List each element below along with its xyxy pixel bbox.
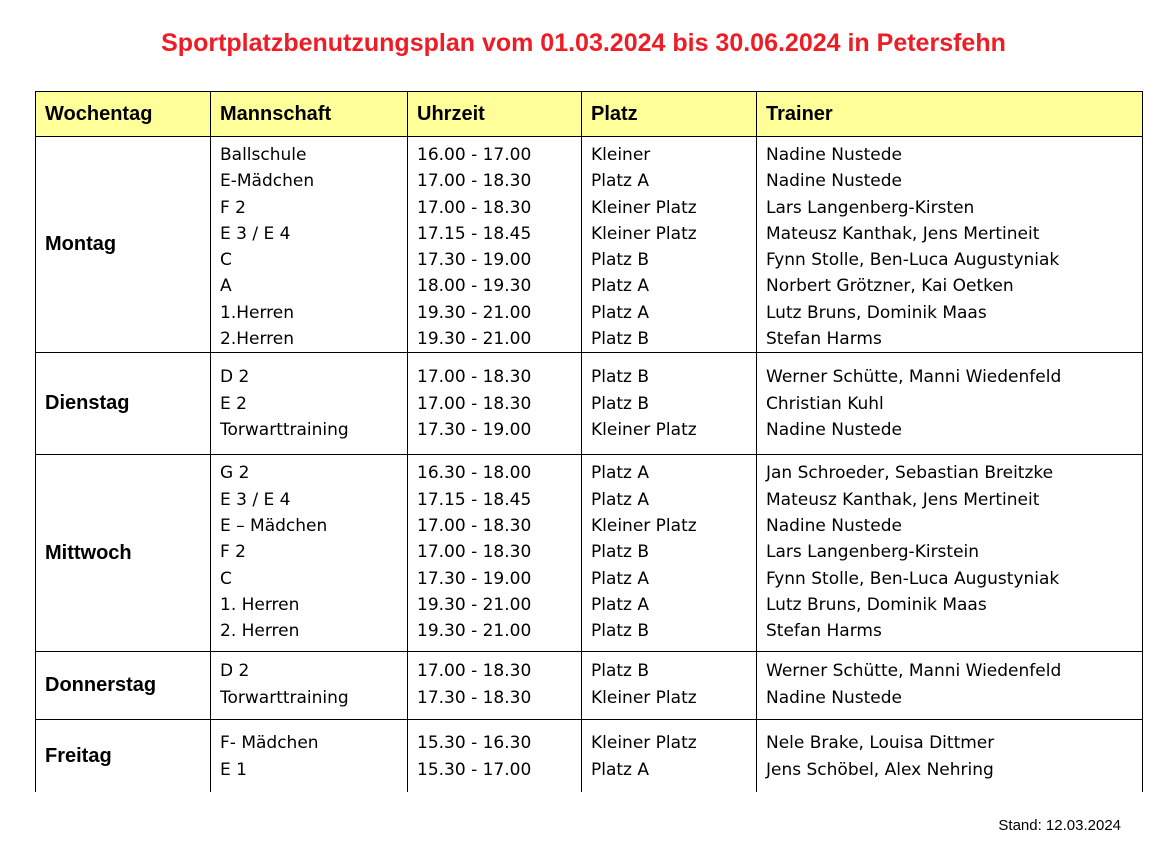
time-entry: 15.30 - 17.00	[417, 759, 532, 780]
trainer-entry: Mateusz Kanthak, Jens Mertineit	[766, 489, 1040, 510]
trainer-entry: Christian Kuhl	[766, 393, 884, 414]
field-entry: Platz A	[591, 302, 650, 323]
field-entry: Platz B	[591, 393, 650, 414]
field-entry: Platz B	[591, 661, 650, 682]
team-entry: F 2	[220, 542, 246, 563]
team-entry: F- Mädchen	[220, 733, 319, 754]
time-entry: 17.00 - 18.30	[417, 393, 532, 414]
team-entry: E 3 / E 4	[220, 489, 291, 510]
schedule-table	[35, 91, 1143, 792]
trainer-entry: Werner Schütte, Manni Wiedenfeld	[766, 661, 1062, 682]
time-entry: 17.00 - 18.30	[417, 367, 532, 388]
weekday-cell: Montag	[36, 137, 211, 353]
team-entry: F 2	[220, 197, 246, 218]
trainer-entry: Nadine Nustede	[766, 687, 903, 708]
team-entry: E 1	[220, 759, 247, 780]
time-entry: 19.30 - 21.00	[417, 302, 532, 323]
trainer-cell	[757, 137, 1143, 353]
field-entry: Platz A	[591, 276, 650, 297]
team-entry: 2.Herren	[220, 329, 295, 350]
trainer-cell	[757, 455, 1143, 652]
team-cell	[211, 720, 408, 792]
time-cell	[408, 137, 582, 353]
team-cell	[211, 353, 408, 455]
trainer-entry: Fynn Stolle, Ben-Luca Augustyniak	[766, 568, 1060, 589]
team-cell	[211, 455, 408, 652]
field-entry: Kleiner Platz	[591, 515, 697, 536]
team-entry: 2. Herren	[220, 621, 300, 642]
field-cell	[582, 137, 757, 353]
day-group-row	[36, 720, 1143, 792]
trainer-entry: Stefan Harms	[766, 621, 882, 642]
field-entry: Platz A	[591, 171, 650, 192]
field-entry: Kleiner Platz	[591, 733, 697, 754]
field-entry: Kleiner Platz	[591, 223, 697, 244]
trainer-entry: Lutz Bruns, Dominik Maas	[766, 594, 987, 615]
field-cell	[582, 353, 757, 455]
day-group-row	[36, 353, 1143, 455]
weekday-cell: Mittwoch	[36, 455, 211, 652]
field-cell	[582, 455, 757, 652]
team-entry: E 2	[220, 393, 247, 414]
time-cell	[408, 455, 582, 652]
time-cell	[408, 353, 582, 455]
trainer-entry: Nadine Nustede	[766, 145, 903, 165]
time-entry: 17.00 - 18.30	[417, 542, 532, 563]
time-cell	[408, 720, 582, 792]
header-trainer: Trainer	[757, 92, 1143, 137]
field-entry: Kleiner Platz	[591, 687, 697, 708]
time-entry: 17.00 - 18.30	[417, 171, 532, 192]
stand-date: Stand: 12.03.2024	[998, 817, 1121, 834]
page-title: Sportplatzbenutzungsplan vom 01.03.2024 bis 30.06.2024 in Petersfehn	[161, 29, 1006, 57]
time-entry: 17.00 - 18.30	[417, 661, 532, 682]
time-entry: 17.00 - 18.30	[417, 515, 532, 536]
time-entry: 17.30 - 19.00	[417, 250, 532, 271]
field-entry: Platz A	[591, 759, 650, 780]
field-entry: Platz B	[591, 329, 650, 350]
team-entry: D 2	[220, 661, 250, 682]
header-day: Wochentag	[36, 92, 211, 137]
team-entry: G 2	[220, 463, 250, 484]
field-entry: Platz B	[591, 542, 650, 563]
field-entry: Platz A	[591, 489, 650, 510]
field-cell	[582, 652, 757, 720]
field-entry: Kleiner Platz	[591, 197, 697, 218]
trainer-entry: Nadine Nustede	[766, 419, 903, 440]
day-group-row	[36, 652, 1143, 720]
day-group-row	[36, 137, 1143, 353]
trainer-entry: Mateusz Kanthak, Jens Mertineit	[766, 223, 1040, 244]
trainer-entry: Lars Langenberg-Kirstein	[766, 542, 980, 563]
team-entry: Torwarttraining	[220, 687, 349, 708]
time-entry: 17.30 - 19.00	[417, 568, 532, 589]
team-entry: E-Mädchen	[220, 171, 315, 192]
team-entry: 1. Herren	[220, 594, 300, 615]
weekday-cell: Dienstag	[36, 353, 211, 455]
team-entry: C	[220, 568, 232, 589]
trainer-entry: Stefan Harms	[766, 329, 882, 350]
trainer-entry: Nadine Nustede	[766, 515, 903, 536]
team-entry: A	[220, 276, 232, 297]
trainer-entry: Jan Schroeder, Sebastian Breitzke	[766, 463, 1054, 484]
field-entry: Kleiner Platz	[591, 419, 697, 440]
trainer-entry: Nele Brake, Louisa Dittmer	[766, 733, 995, 754]
schedule-body	[36, 137, 1143, 792]
time-entry: 18.00 - 19.30	[417, 276, 532, 297]
trainer-cell	[757, 720, 1143, 792]
trainer-entry: Fynn Stolle, Ben-Luca Augustyniak	[766, 250, 1060, 271]
header-row	[36, 92, 1143, 137]
trainer-entry: Norbert Grötzner, Kai Oetken	[766, 276, 1014, 297]
field-cell	[582, 720, 757, 792]
trainer-entry: Lars Langenberg-Kirsten	[766, 197, 975, 218]
time-entry: 17.15 - 18.45	[417, 223, 532, 244]
team-entry: E – Mädchen	[220, 515, 328, 536]
team-cell	[211, 137, 408, 353]
time-entry: 16.00 - 17.00	[417, 145, 532, 165]
trainer-entry: Lutz Bruns, Dominik Maas	[766, 302, 987, 323]
field-entry: Platz B	[591, 367, 650, 388]
header-field: Platz	[582, 92, 757, 137]
field-entry: Platz A	[591, 568, 650, 589]
team-entry: Ballschule	[220, 145, 307, 165]
time-entry: 15.30 - 16.30	[417, 733, 532, 754]
trainer-entry: Jens Schöbel, Alex Nehring	[766, 759, 994, 780]
team-entry: 1.Herren	[220, 302, 295, 323]
time-entry: 17.30 - 19.00	[417, 419, 532, 440]
header-team: Mannschaft	[211, 92, 408, 137]
weekday-cell: Donnerstag	[36, 652, 211, 720]
time-cell	[408, 652, 582, 720]
time-entry: 17.30 - 18.30	[417, 687, 532, 708]
time-entry: 16.30 - 18.00	[417, 463, 532, 484]
time-entry: 19.30 - 21.00	[417, 621, 532, 642]
team-entry: E 3 / E 4	[220, 223, 291, 244]
field-entry: Platz A	[591, 463, 650, 484]
time-entry: 19.30 - 21.00	[417, 594, 532, 615]
field-entry: Platz A	[591, 594, 650, 615]
field-entry: Kleiner	[591, 145, 651, 165]
team-entry: C	[220, 250, 232, 271]
day-group-row	[36, 455, 1143, 652]
header-time: Uhrzeit	[408, 92, 582, 137]
team-entry: D 2	[220, 367, 250, 388]
time-entry: 19.30 - 21.00	[417, 329, 532, 350]
time-entry: 17.15 - 18.45	[417, 489, 532, 510]
team-cell	[211, 652, 408, 720]
trainer-entry: Nadine Nustede	[766, 171, 903, 192]
trainer-cell	[757, 652, 1143, 720]
weekday-cell: Freitag	[36, 720, 211, 792]
team-entry: Torwarttraining	[220, 419, 349, 440]
trainer-cell	[757, 353, 1143, 455]
field-entry: Platz B	[591, 250, 650, 271]
time-entry: 17.00 - 18.30	[417, 197, 532, 218]
trainer-entry: Werner Schütte, Manni Wiedenfeld	[766, 367, 1062, 388]
field-entry: Platz B	[591, 621, 650, 642]
